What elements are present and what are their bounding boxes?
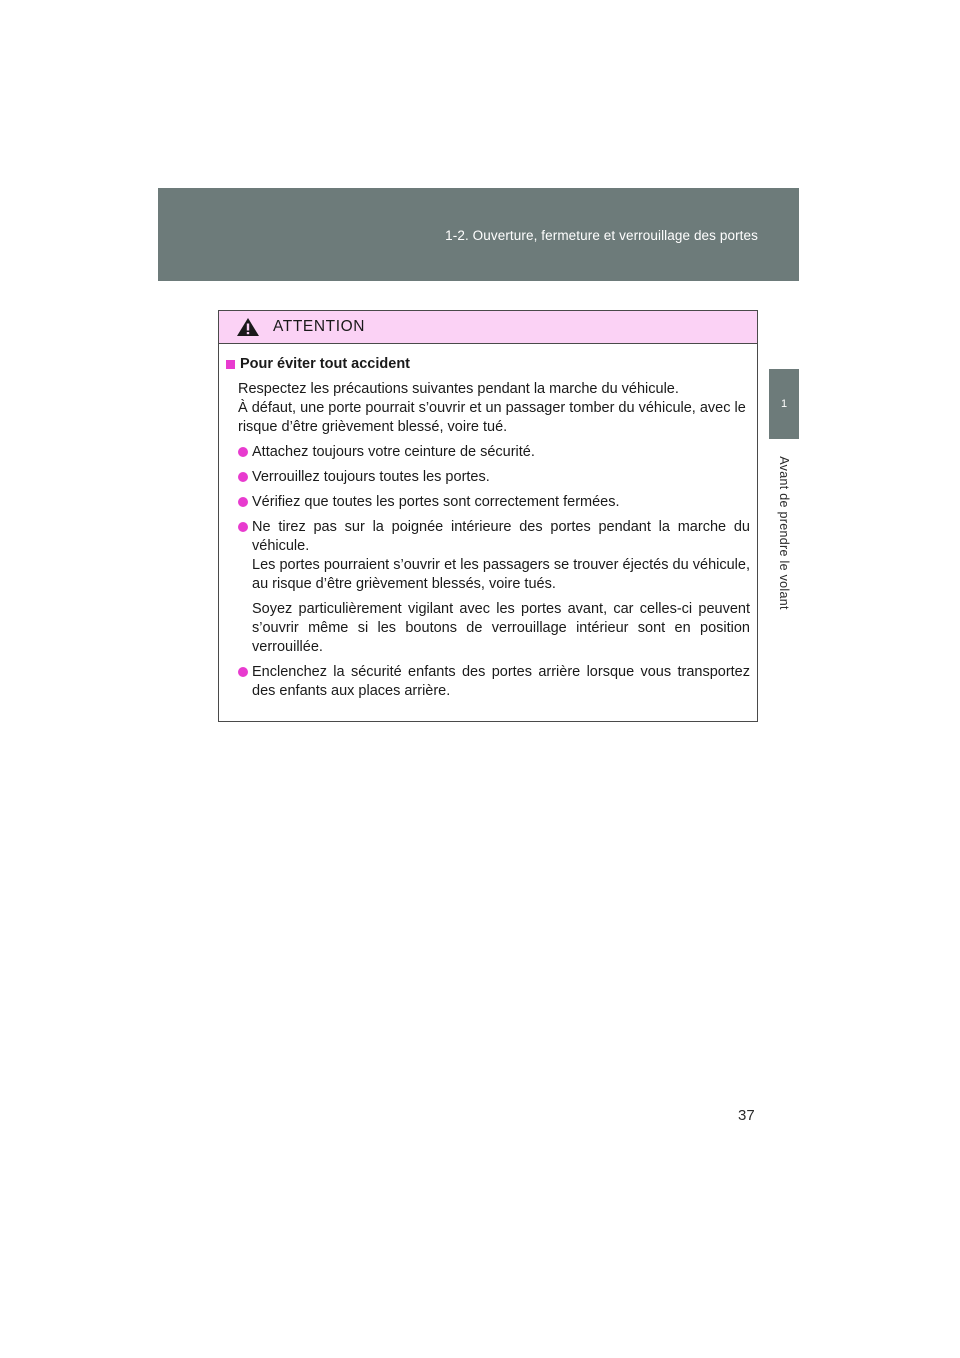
warning-body	[219, 344, 757, 701]
round-bullet-icon	[238, 472, 248, 482]
bullet-paragraph: Enclenchez la sécurité enfants des portes arrière lorsque vous transportez des enfants aux places arrière.	[252, 664, 750, 699]
round-bullet-icon	[238, 447, 248, 457]
bullet-text	[252, 493, 750, 512]
section-title: 1-2. Ouverture, fermeture et verrouillage des portes	[445, 228, 758, 243]
list-item	[238, 443, 750, 462]
warning-title: ATTENTION	[273, 318, 366, 335]
bullet-paragraph: Soyez particulièrement vigilant avec les portes avant, car celles-ci peuvent s’ouvrir même si les boutons de verrouillage intérieur sont en position verrouillée.	[252, 601, 750, 655]
bullet-text	[252, 468, 750, 487]
chapter-tab-number: 1	[780, 398, 788, 410]
bullet-paragraph: Vérifiez que toutes les portes sont correctement fermées.	[252, 494, 620, 510]
list-item	[238, 493, 750, 512]
warning-section-title: Pour éviter tout accident	[240, 356, 411, 372]
chapter-header-band	[158, 188, 799, 281]
round-bullet-icon	[238, 522, 248, 532]
intro-line: Respectez les précautions suivantes pendant la marche du véhicule.	[238, 381, 679, 397]
warning-intro	[226, 380, 750, 437]
warning-bullet-list	[226, 443, 750, 701]
round-bullet-icon	[238, 667, 248, 677]
bullet-text	[252, 443, 750, 462]
round-bullet-icon	[238, 497, 248, 507]
square-bullet-icon	[226, 360, 235, 369]
page-number: 37	[738, 1107, 755, 1124]
bullet-paragraph: Verrouillez toujours toutes les portes.	[252, 469, 490, 485]
warning-section-heading	[226, 355, 750, 374]
bullet-paragraph: Les portes pourraient s’ouvrir et les passagers se trouver éjectés du véhicule, au risque d’être grièvement blessés, voire tués.	[252, 557, 750, 592]
bullet-text	[252, 663, 750, 701]
list-item	[238, 663, 750, 701]
intro-line: À défaut, une porte pourrait s’ouvrir et un passager tomber du véhicule, avec le risque d’être grièvement blessé, voire tué.	[238, 400, 746, 435]
chapter-side-label: Avant de prendre le volant	[777, 456, 791, 610]
warning-header	[219, 311, 757, 344]
bullet-paragraph: Ne tirez pas sur la poignée intérieure des portes pendant la marche du véhicule.	[252, 519, 750, 554]
list-item	[238, 468, 750, 487]
chapter-tab	[769, 369, 799, 439]
warning-triangle-icon	[236, 317, 260, 337]
warning-box	[218, 310, 758, 722]
bullet-text	[252, 518, 750, 657]
bullet-paragraph: Attachez toujours votre ceinture de sécurité.	[252, 444, 535, 460]
list-item	[238, 518, 750, 657]
